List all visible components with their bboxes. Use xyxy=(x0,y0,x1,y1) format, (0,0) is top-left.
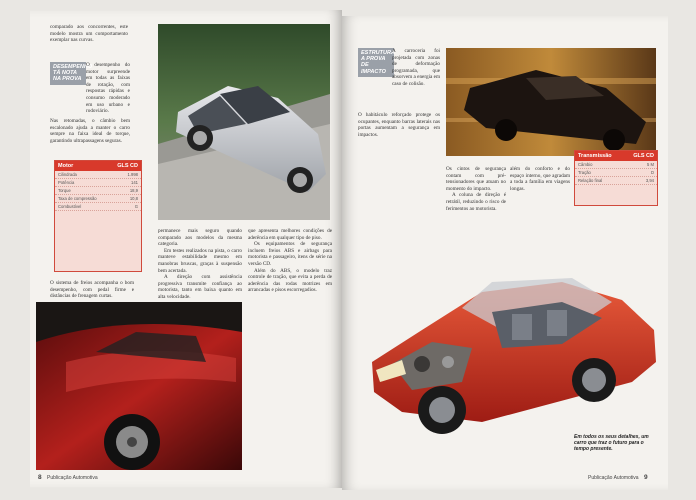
engine-spec-box xyxy=(54,160,142,272)
cutaway-car-illustration xyxy=(362,252,662,452)
right-col3 xyxy=(510,166,570,192)
spec-row: Relação final 3,94 xyxy=(575,177,657,185)
silver-sedan-image xyxy=(158,24,330,220)
paragraph: Além do ABS, o modelo traz controle de tração, que evita a perda de aderência das rodas motrizes em arrancadas e pisos escorregadios. xyxy=(248,267,332,294)
page-number: 8 xyxy=(38,474,42,481)
paragraph: além do conforto e do espaço interno, que agradam a toda a família em viagens longas. xyxy=(510,166,570,192)
paragraph: que apresenta melhores condições de aderência em qualquer tipo de piso. xyxy=(248,228,332,241)
spec-row: Taxa de compressão 10,8 xyxy=(55,195,141,203)
paragraph: A coluna de direção é retrátil, reduzindo o risco de ferimentos ao motorista. xyxy=(446,192,506,212)
silver-sedan-photo xyxy=(158,24,330,220)
spec-title: Transmissão xyxy=(578,153,612,159)
paragraph: Os cintos de segurança contam com pré-tensionadores que atuam no momento do impacto. xyxy=(446,166,506,192)
spec-row: Torque 18,9 xyxy=(55,187,141,195)
red-car-detail-image xyxy=(36,302,242,470)
right-folio xyxy=(588,474,648,481)
paragraph: comparado aos concorrentes, este modelo mostra um comportamento exemplar nas curvas. xyxy=(50,24,128,44)
paragraph: O desempenho do motor surpreende em todas as faixas de rotação, com respostas rápidas e consumo moderado em uso urbano e rodoviário. xyxy=(86,62,130,115)
left-col3 xyxy=(248,228,332,294)
left-col2 xyxy=(158,228,242,301)
spec-title: Motor xyxy=(58,163,74,169)
paragraph: Em testes realizados na pista, o carro manteve estabilidade mesmo em manobras bruscas, graças à suspensão bem acertada. xyxy=(158,247,242,274)
paragraph: O habitáculo reforçado protege os ocupantes, enquanto barras laterais nas portas aumentam a segurança em impactos. xyxy=(358,112,440,138)
folio-label: Publicação Automotiva xyxy=(588,475,639,481)
section-badge: ESTRUTURA A PROVA DE IMPACTO xyxy=(358,48,394,77)
paragraph: A direção com assistência progressiva transmite confiança ao motorista, tanto em baixa quanto em alta velocidade. xyxy=(158,274,242,300)
spec-row: Combustível G xyxy=(55,203,141,211)
dark-car-motion-photo xyxy=(446,48,656,156)
paragraph: Os equipamentos de segurança incluem freios ABS e airbags para motorista e passageiro, itens de série na versão CD. xyxy=(248,241,332,267)
left-col1-mid2 xyxy=(50,118,130,144)
right-col1b xyxy=(358,112,440,138)
paragraph: O sistema de freios acompanha o bom desempenho, com pedal firme e distâncias de frenagem curtas. xyxy=(50,280,134,300)
spec-row: Cilindrada 1.998 xyxy=(55,171,141,179)
left-folio xyxy=(38,474,98,481)
section-badge: DESEMPENHO TÁ NOTA NA PROVA xyxy=(50,62,86,85)
paragraph: permanece mais seguro quando comparado aos modelos da mesma categoria. xyxy=(158,228,242,248)
illustration-caption: Em todos os seus detalhes, um carro que traz o futuro para o tempo presente. xyxy=(574,434,649,452)
spec-row: Potência 141 xyxy=(55,179,141,187)
spec-model: GLS CD xyxy=(117,163,138,169)
left-col1-top xyxy=(50,24,128,44)
dark-car-motion-image xyxy=(446,48,656,156)
right-col1 xyxy=(392,48,440,88)
left-page xyxy=(30,10,342,488)
left-col1-bottom xyxy=(50,280,134,300)
spec-row: Câmbio 5 M xyxy=(575,161,657,169)
spec-row: Tração D xyxy=(575,169,657,177)
paragraph: Nas retomadas, o câmbio bem escalonado ajuda a manter o carro sempre na faixa ideal de torque, garantindo ultrapassagens seguras. xyxy=(50,118,130,144)
spec-model: GLS CD xyxy=(633,153,654,159)
right-page xyxy=(342,16,668,490)
paragraph: A carroceria foi projetada com zonas de deformação programada, que absorvem a energia em caso de colisão. xyxy=(392,48,440,87)
transmission-spec-box xyxy=(574,150,658,206)
page-number: 9 xyxy=(643,474,648,481)
cutaway-car-image xyxy=(362,252,662,452)
folio-label: Publicação Automotiva xyxy=(47,475,98,481)
right-col2 xyxy=(446,166,506,212)
red-car-detail-photo xyxy=(36,302,242,470)
left-col1-mid xyxy=(86,62,130,115)
